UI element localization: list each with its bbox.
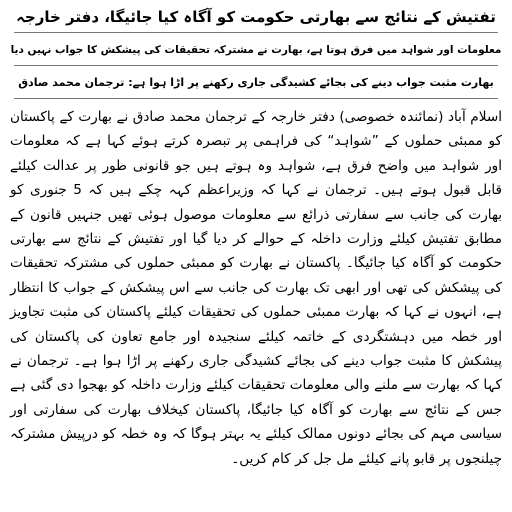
article-body: اسلام آباد (نمائندہ خصوصی) دفتر خارجہ کے ترجمان محمد صادق نے بھارت کے پاکستان کو ممبئی حملوں کے ”شواہد“ کی فراہمی پر تبصرہ کرتے ہوئے کہا ہے کہ معلومات اور شواہد میں واضح فرق ہے، شواہد وہ ہوتے ہیں جو قانونی طور پر عدالت کیلئے قابل قبول ہوتے ہیں۔ ترجمان نے کہا کہ وزیراعظم کہہ چکے ہیں کہ 5 جنوری کو بھارت کی جانب سے سفارتی ذرائع سے معلومات موصول ہوئی تھیں جنہیں قانون کے مطابق تفتیش کیلئے وزارت داخلہ کے حوالے کر دیا گیا اور تفتیش کے نتائج سے بھارتی حکومت کو آگاہ کیا جائیگا۔ پاکستان نے بھارت کو ممبئی حملوں کی مشترکہ تحقیقات کی پیشکش کی تھی اور ابھی تک بھارت کی جانب سے اس پیشکش کے جواب کا انتظار ہے، انہوں نے کہا کہ بھارت ممبئی حملوں کی تحقیقات کیلئے پاکستان کی مثبت تجاویز اور خطہ میں دہشتگردی کے خاتمہ کیلئے سنجیدہ اور جامع تعاون کی پاکستان کی پیشکش کا مثبت جواب دینے کی بجائے کشیدگی جاری رکھنے پر اڑا ہوا ہے۔ ترجمان نے کہا کہ بھارت سے ملنے والی معلومات تحقیقات کیلئے وزارت داخلہ کو بھجوا دی گئی ہے جس کے نتائج سے بھارت کو آگاہ کیا جائیگا، پاکستان کیخلاف بھارت کی سفارتی اور سیاسی مہم کی بجائے دونوں ممالک کیلئے یہ بہتر ہوگا کہ وہ خطہ کو درپیش مشترکہ چیلنجوں پر قابو پانے کیلئے مل جل کر کام کریں۔ [10,109,502,467]
headline-third: بھارت مثبت جواب دینے کی بجائے کشیدگی جاری رکھنے پر اڑا ہوا ہے: ترجمان محمد صادق [18,76,494,89]
headline-main: تفتیش کے نتائج سے بھارتی حکومت کو آگاہ کیا جائیگا، دفتر خارجہ [16,8,496,26]
headline-second: معلومات اور شواہد میں فرق ہوتا ہے، بھارت نے مشترکہ تحقیقات کی پیشکش کا جواب نہیں دیا [10,44,502,56]
divider [14,65,498,66]
divider [14,98,498,99]
divider [14,32,498,33]
